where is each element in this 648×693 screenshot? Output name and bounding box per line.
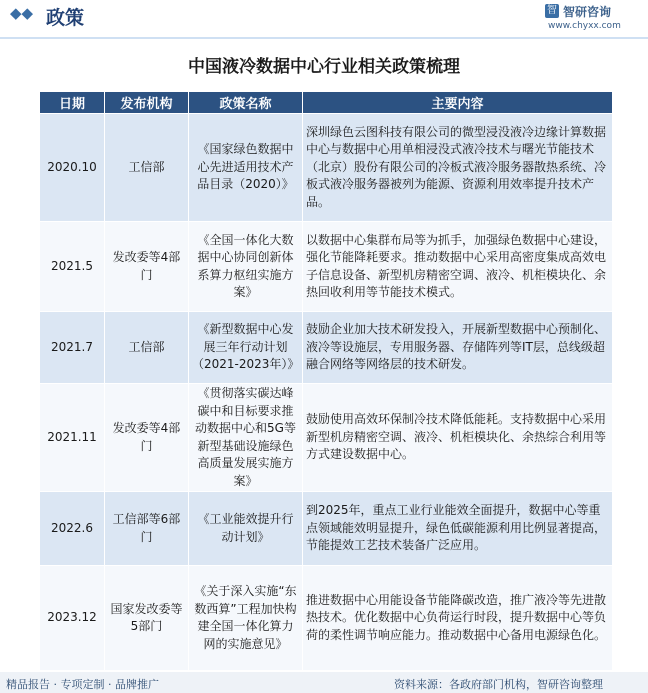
brand-url[interactable]: www.chyxx.com [548, 21, 621, 31]
cell-date: 2022.6 [40, 492, 105, 566]
cell-content: 鼓励企业加大技术研发投入，开展新型数据中心预制化、液冷等设施层，专用服务器、存储阵列等IT层，总线级超融合网络等网络层的技术研发。 [303, 312, 613, 384]
cell-org: 发改委等4部门 [105, 384, 189, 492]
cell-date: 2021.5 [40, 222, 105, 312]
cell-date: 2021.11 [40, 384, 105, 492]
page-footer [0, 672, 648, 693]
cell-policy: 《关于深入实施“东数西算”工程加快构建全国一体化算力网的实施意见》 [189, 566, 303, 671]
cell-org: 工信部等6部门 [105, 492, 189, 566]
table-header-row [40, 92, 613, 114]
table-title: 中国液冷数据中心行业相关政策梳理 [188, 57, 460, 77]
cell-content: 鼓励使用高效环保制冷技术降低能耗。支持数据中心采用新型机房精密空调、液冷、机柜模块化、余热综合利用等方式建设数据中心。 [303, 384, 613, 492]
table-row [40, 222, 613, 312]
header-divider [0, 37, 648, 39]
table-row [40, 492, 613, 566]
col-header-date: 日期 [40, 92, 105, 114]
cell-date: 2023.12 [40, 566, 105, 671]
cell-content: 到2025年，重点工业行业能效全面提升，数据中心等重点领域能效明显提升，绿色低碳能源利用比例显著提高，节能提效工艺技术装备广泛应用。 [303, 492, 613, 566]
cell-org: 国家发改委等5部门 [105, 566, 189, 671]
page-header [0, 0, 648, 34]
policy-table [39, 91, 613, 671]
cell-content: 推进数据中心用能设备节能降碳改造，推广液冷等先进散热技术。优化数据中心负荷运行时段，提升数据中心等负荷的柔性调节响应能力。推动数据中心备用电源绿色化。 [303, 566, 613, 671]
table-row [40, 312, 613, 384]
cell-policy: 《新型数据中心发展三年行动计划（2021-2023年）》 [189, 312, 303, 384]
cell-content: 深圳绿色云图科技有限公司的微型浸没液冷边缘计算数据中心与数据中心用单相浸没式液冷技术与曙光节能技术（北京）股份有限公司的冷板式液冷服务器散热系统、冷板式液冷服务器被列为能源、资源利用效率提升技术产品。 [303, 114, 613, 222]
col-header-content: 主要内容 [303, 92, 613, 114]
table-row [40, 384, 613, 492]
cell-policy: 《工业能效提升行动计划》 [189, 492, 303, 566]
col-header-policy: 政策名称 [189, 92, 303, 114]
cell-org: 发改委等4部门 [105, 222, 189, 312]
cell-org: 工信部 [105, 114, 189, 222]
table-row [40, 566, 613, 671]
diamond-icon: ◆◆ [10, 4, 34, 22]
section-title: 政策 [46, 7, 85, 29]
cell-policy: 《贯彻落实碳达峰碳中和目标要求推动数据中心和5G等新型基础设施绿色高质量发展实施方案》 [189, 384, 303, 492]
cell-policy: 《全国一体化大数据中心协同创新体系算力枢纽实施方案》 [189, 222, 303, 312]
brand-name: 智研咨询 [563, 5, 612, 19]
table-row [40, 114, 613, 222]
cell-org: 工信部 [105, 312, 189, 384]
cell-date: 2020.10 [40, 114, 105, 222]
brand-logo-icon: 智 [547, 5, 557, 16]
source-note: 资料来源：各政府部门机构，智研咨询整理 [394, 678, 603, 691]
col-header-org: 发布机构 [105, 92, 189, 114]
cell-date: 2021.7 [40, 312, 105, 384]
cell-content: 以数据中心集群布局等为抓手，加强绿色数据中心建设，强化节能降耗要求。推动数据中心采用高密度集成高效电子信息设备、新型机房精密空调、液冷、机柜模块化、余热回收利用等节能技术模式。 [303, 222, 613, 312]
cell-policy: 《国家绿色数据中心先进适用技术产品目录（2020）》 [189, 114, 303, 222]
footer-slogan: 精品报告 · 专项定制 · 品牌推广 [6, 678, 159, 691]
